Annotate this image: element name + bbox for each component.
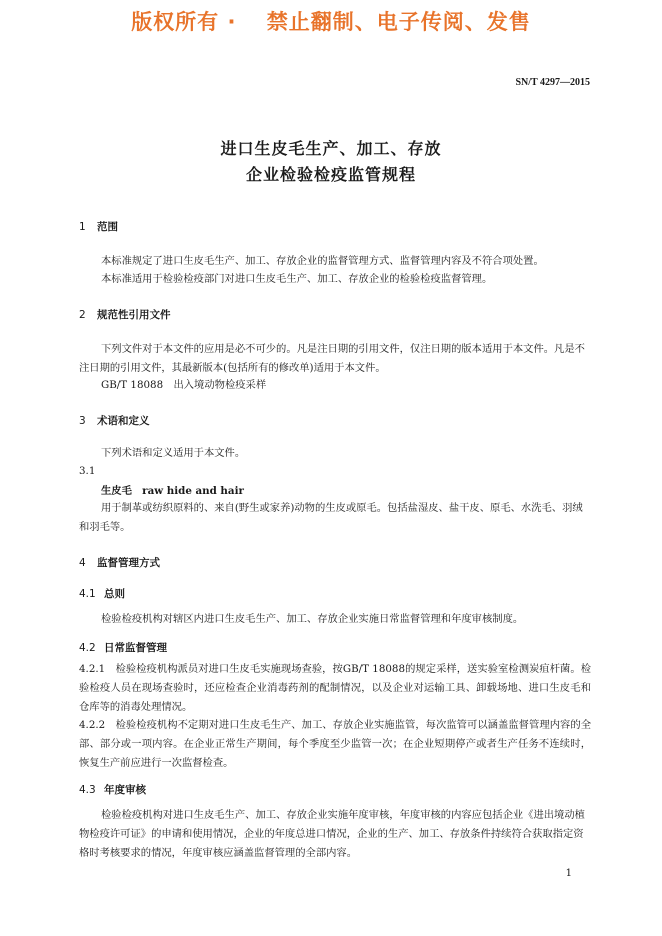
section-4-1-para: 检验检疫机构对辖区内进口生皮毛生产、加工、存放企业实施日常监督管理和年度审核制度。 [101,613,524,625]
section-title: 年度审核 [104,784,146,796]
doc-title-line1: 进口生皮毛生产、加工、存放 [220,139,442,158]
subsection-3-1-number: 3.1 [79,465,96,477]
section-1-para-2: 本标准适用于检验检疫部门对进口生皮毛生产、加工、存放企业的检验检疫监督管理。 [101,273,493,285]
section-4-3-para: 检验检疫机构对进口生皮毛生产、加工、存放企业实施年度审核，年度审核的内容应包括企业《进出境动植物检疫许可证》的申请和使用情况，企业的年度总进口情况，企业的生产、加工、存放条件持续符合获取指定资格时考核要求的情况，年度审核应涵盖监督管理的全部内容。 [79,809,585,859]
section-number: 4.2 [79,642,96,654]
section-title: 规范性引用文件 [97,309,171,321]
section-title: 范围 [97,221,118,233]
section-2-reference: GB/T 18088 出入境动物检疫采样 [101,379,267,391]
section-number: 4.3 [79,784,96,796]
section-4-1-heading [79,586,125,601]
section-number: 2 [79,309,86,321]
section-number: 4 [79,557,86,569]
section-number: 3 [79,415,86,427]
term-entry: 生皮毛 raw hide and hair [101,485,244,497]
section-number: 4.1 [79,588,96,600]
doc-title-line2: 企业检验检疫监管规程 [245,165,416,184]
clause-4-2-2: 4.2.2 检验检疫机构不定期对进口生皮毛生产、加工、存放企业实施监管，每次监管可以涵盖监督管理内容的全部、部分或一项内容。在企业正常生产期间，每个季度至少监管一次；在企业短期停产或者生产任务不连续时，恢复生产前应进行一次监督检查。 [79,719,591,769]
section-title: 总则 [104,588,125,600]
section-title: 监督管理方式 [97,557,160,569]
section-4-2-heading [79,640,167,655]
standard-code: SN/T 4297—2015 [515,77,590,88]
section-3-heading [79,413,150,428]
section-1-heading [79,219,118,234]
section-4-heading [79,555,160,570]
clause-4-2-1: 4.2.1 检验检疫机构派员对进口生皮毛实施现场查验，按GB/T 18088的规定采样，送实验室检测炭疽杆菌。检验检疫人员在现场查验时，还应检查企业消毒药剂的配制情况，以及企业对运输工具、卸载场地、进口生皮毛和仓库等的消毒处理情况。 [79,663,591,713]
term-definition: 用于制革或纺织原料的、来自(野生或家养)动物的生皮或原毛。包括盐湿皮、盐干皮、原毛、水洗毛、羽绒和羽毛等。 [79,502,583,533]
section-title: 日常监督管理 [104,642,167,654]
section-2-heading [79,307,171,322]
section-4-3-heading [79,782,146,797]
copyright-banner: 版权所有 · 禁止翻制、电子传阅、发售 [131,10,531,34]
section-number: 1 [79,221,86,233]
section-title: 术语和定义 [97,415,150,427]
section-1-para-1: 本标准规定了进口生皮毛生产、加工、存放企业的监督管理方式、监督管理内容及不符合项处置。 [101,255,544,267]
page-number: 1 [565,868,572,879]
section-3-para-1: 下列术语和定义适用于本文件。 [101,447,246,459]
section-2-para-1: 下列文件对于本文件的应用是必不可少的。凡是注日期的引用文件，仅注日期的版本适用于本文件。凡是不注日期的引用文件，其最新版本(包括所有的修改单)适用于本文件。 [79,343,585,374]
